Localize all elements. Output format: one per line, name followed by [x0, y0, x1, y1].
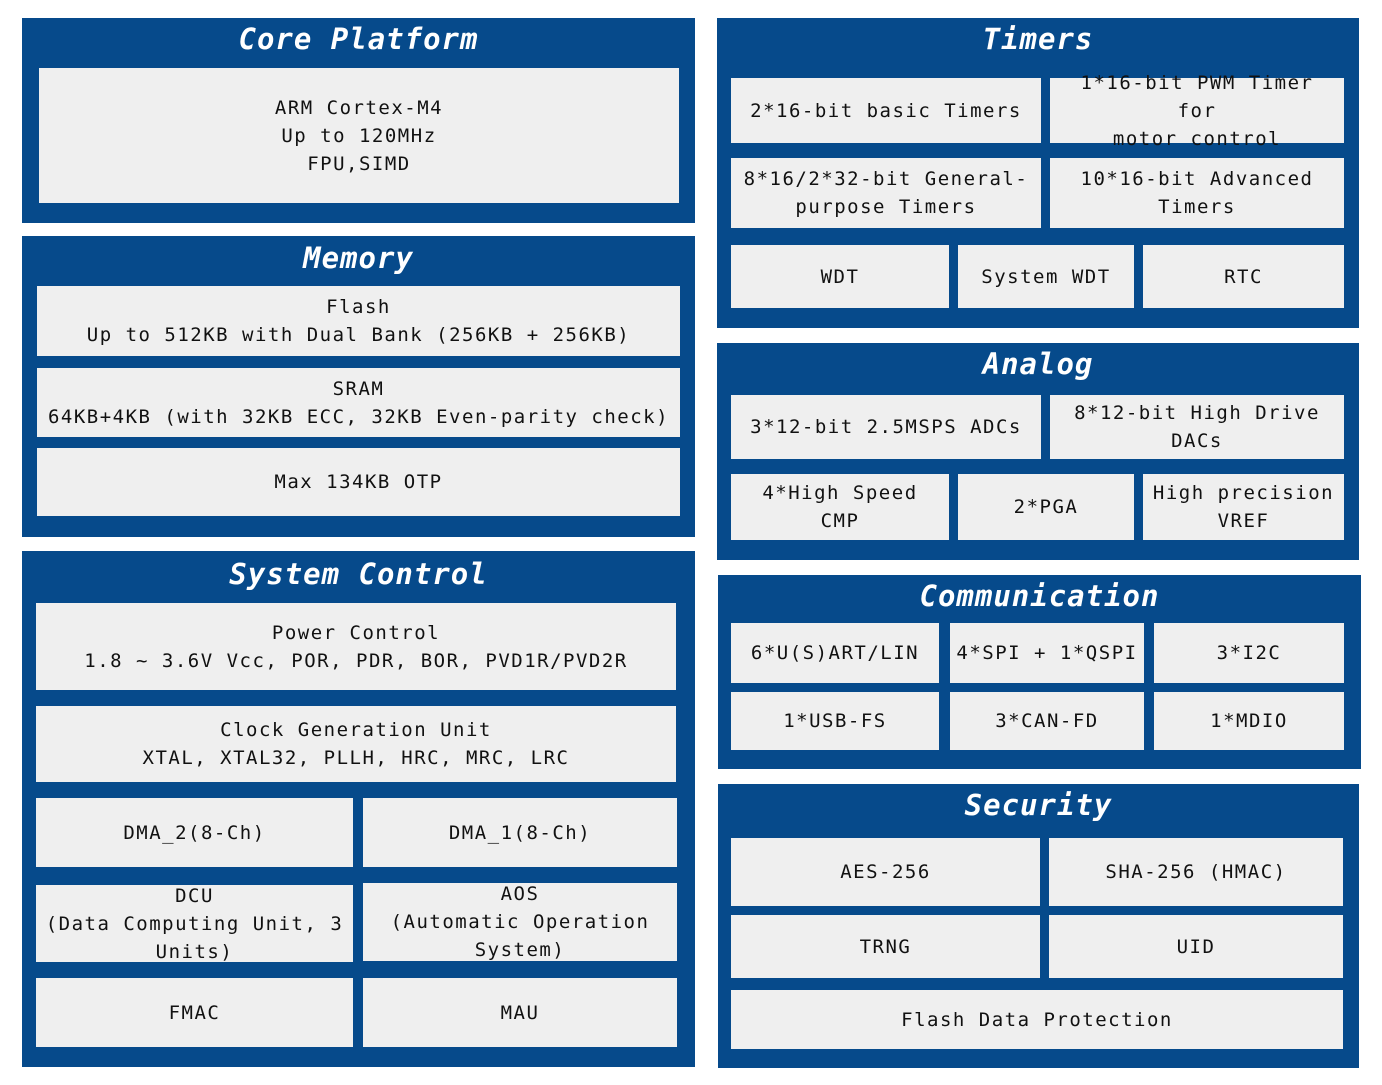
- adc-block: 3*12-bit 2.5MSPS ADCs: [731, 395, 1041, 459]
- analog-panel: [717, 343, 1359, 560]
- system-control-title: System Control: [229, 557, 488, 591]
- vref-block: High precision VREF: [1143, 474, 1344, 540]
- timers-panel: [717, 18, 1359, 328]
- basic-timers-block: 2*16-bit basic Timers: [731, 78, 1041, 143]
- uart-block: 6*U(S)ART/LIN: [731, 623, 939, 683]
- sram-block: SRAM 64KB+4KB (with 32KB ECC, 32KB Even-parity check): [37, 368, 680, 437]
- fmac-block: FMAC: [36, 978, 353, 1047]
- core-platform-title: Core Platform: [238, 22, 479, 56]
- dac-block: 8*12-bit High Drive DACs: [1050, 395, 1344, 459]
- pwm-timer-block: 1*16-bit PWM Timer for motor control: [1050, 78, 1344, 143]
- aos-block: AOS (Automatic Operation System): [363, 883, 677, 961]
- rtc-block: RTC: [1143, 245, 1344, 308]
- communication-panel: [718, 575, 1361, 769]
- dcu-block: DCU (Data Computing Unit, 3 Units): [36, 885, 353, 962]
- usb-block: 1*USB-FS: [731, 692, 939, 750]
- spi-block: 4*SPI + 1*QSPI: [950, 623, 1144, 683]
- advanced-timers-block: 10*16-bit Advanced Timers: [1050, 158, 1344, 228]
- trng-block: TRNG: [731, 915, 1040, 978]
- i2c-block: 3*I2C: [1154, 623, 1344, 683]
- security-title: Security: [964, 788, 1113, 822]
- general-timers-block: 8*16/2*32-bit General- purpose Timers: [731, 158, 1041, 228]
- flash-block: Flash Up to 512KB with Dual Bank (256KB + 256KB): [37, 286, 680, 356]
- communication-title: Communication: [919, 579, 1160, 613]
- otp-block: Max 134KB OTP: [37, 448, 680, 516]
- mdio-block: 1*MDIO: [1154, 692, 1344, 750]
- system-control-panel: [22, 551, 695, 1067]
- memory-title: Memory: [303, 241, 414, 275]
- wdt-block: WDT: [731, 245, 949, 308]
- sha-block: SHA-256 (HMAC): [1049, 838, 1343, 906]
- aes-block: AES-256: [731, 838, 1040, 906]
- uid-block: UID: [1049, 915, 1343, 978]
- system-wdt-block: System WDT: [958, 245, 1134, 308]
- core-platform-panel: [22, 18, 695, 223]
- dma2-block: DMA_2(8-Ch): [36, 798, 353, 867]
- dma1-block: DMA_1(8-Ch): [363, 798, 677, 867]
- analog-title: Analog: [982, 347, 1094, 381]
- mau-block: MAU: [363, 978, 677, 1047]
- can-block: 3*CAN-FD: [950, 692, 1144, 750]
- security-panel: [718, 784, 1359, 1068]
- pga-block: 2*PGA: [958, 474, 1134, 540]
- cpu-block: ARM Cortex-M4 Up to 120MHz FPU,SIMD: [39, 68, 679, 203]
- clock-generation-block: Clock Generation Unit XTAL, XTAL32, PLLH, HRC, MRC, LRC: [36, 706, 676, 782]
- cmp-block: 4*High Speed CMP: [731, 474, 949, 540]
- power-control-block: Power Control 1.8 ~ 3.6V Vcc, POR, PDR, BOR, PVD1R/PVD2R: [36, 603, 676, 690]
- flash-data-protection-block: Flash Data Protection: [731, 990, 1343, 1049]
- timers-title: Timers: [982, 22, 1094, 56]
- memory-panel: [22, 236, 695, 537]
